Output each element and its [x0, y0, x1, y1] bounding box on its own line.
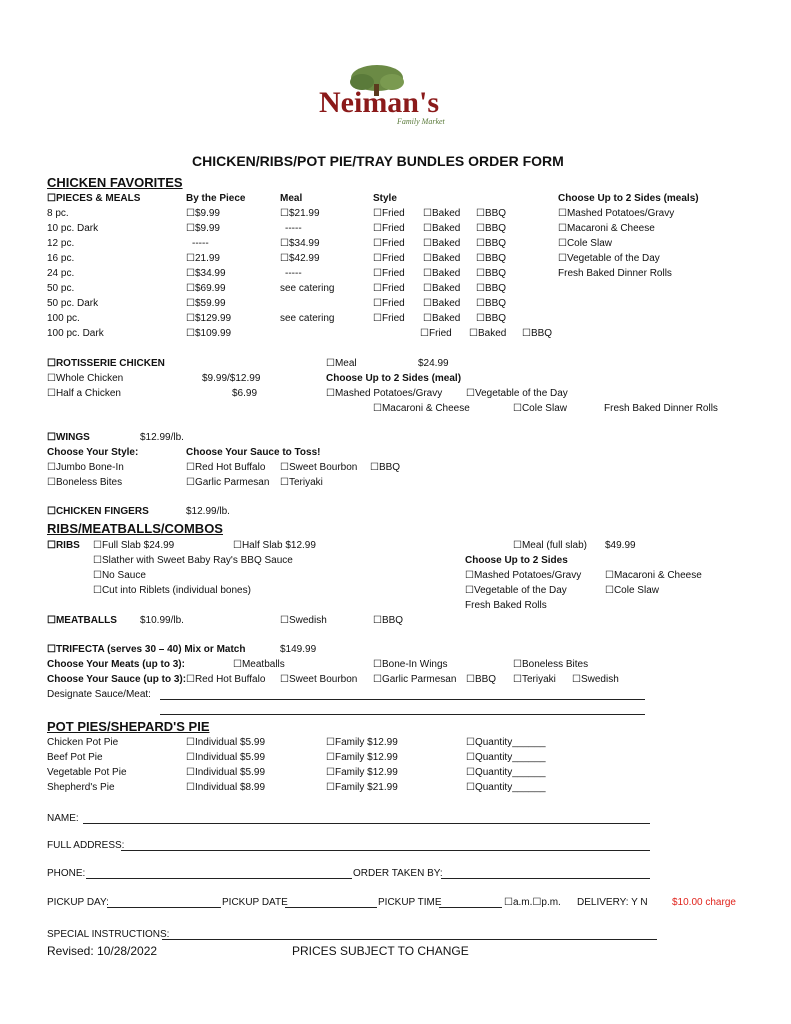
ribs-meal-price: $49.99 — [605, 540, 636, 551]
tri-swedish-checkbox[interactable]: ☐Swedish — [572, 674, 619, 685]
side-mashed-checkbox[interactable]: ☐Mashed Potatoes/Gravy — [558, 208, 675, 219]
quantity-checkbox[interactable]: ☐Quantity______ — [466, 752, 546, 763]
bbq-checkbox[interactable]: ☐BBQ — [476, 298, 507, 309]
full-slab-checkbox[interactable]: ☐Full Slab $24.99 — [93, 540, 175, 551]
bbq-checkbox[interactable]: ☐BBQ — [476, 238, 507, 249]
family-checkbox[interactable]: ☐Family $21.99 — [326, 782, 398, 793]
piece-checkbox[interactable]: ☐$59.99 — [186, 298, 226, 309]
tri-meatballs-checkbox[interactable]: ☐Meatballs — [233, 659, 285, 670]
tri-wings-checkbox[interactable]: ☐Bone-In Wings — [373, 659, 448, 670]
jumbo-checkbox[interactable]: ☐Jumbo Bone-In — [47, 462, 124, 473]
row-name: 12 pc. — [47, 238, 75, 249]
wings-sauce-label: Choose Your Sauce to Toss! — [186, 447, 321, 458]
tri-garlic-checkbox[interactable]: ☐Garlic Parmesan — [373, 674, 457, 685]
piece-checkbox[interactable]: ☐$9.99 — [186, 223, 220, 234]
side-veg-checkbox[interactable]: ☐Vegetable of the Day — [558, 253, 660, 264]
half-slab-checkbox[interactable]: ☐Half Slab $12.99 — [233, 540, 316, 551]
page-title: CHICKEN/RIBS/POT PIE/TRAY BUNDLES ORDER FORM — [192, 153, 564, 169]
meal-checkbox[interactable]: ☐$34.99 — [280, 238, 320, 249]
name-label: NAME: — [47, 813, 79, 824]
side-mac-checkbox[interactable]: ☐Macaroni & Cheese — [558, 223, 655, 234]
wings-bbq-checkbox[interactable]: ☐BBQ — [370, 462, 401, 473]
ribs-rolls-text: Fresh Baked Rolls — [465, 600, 547, 611]
piece-checkbox[interactable]: ☐$34.99 — [186, 268, 226, 279]
fried-checkbox[interactable]: ☐Fried — [373, 223, 405, 234]
section-heading-ribs: RIBS/MEATBALLS/COMBOS — [47, 521, 223, 536]
row-name: 10 pc. Dark — [47, 223, 99, 234]
logo-name: Neiman's — [319, 86, 439, 119]
ribs-slaw-checkbox[interactable]: ☐Cole Slaw — [605, 585, 659, 596]
tri-boneless-checkbox[interactable]: ☐Boneless Bites — [513, 659, 589, 670]
fried-checkbox[interactable]: ☐Fried — [373, 298, 405, 309]
pickup-date-label: PICKUP DATE — [222, 897, 288, 908]
fried-checkbox[interactable]: ☐Fried — [420, 328, 452, 339]
bbq-checkbox[interactable]: ☐BBQ — [476, 208, 507, 219]
special-instructions-field[interactable] — [162, 939, 657, 940]
delivery-options[interactable]: DELIVERY: Y N — [577, 897, 648, 908]
row-name: 100 pc. Dark — [47, 328, 104, 339]
pickup-time-field[interactable] — [439, 907, 502, 908]
row-name: 50 pc. — [47, 283, 75, 294]
family-checkbox[interactable]: ☐Family $12.99 — [326, 767, 398, 778]
teriyaki-checkbox[interactable]: ☐Teriyaki — [280, 477, 323, 488]
row-name: Vegetable Pot Pie — [47, 767, 127, 778]
designate-line-2[interactable] — [160, 714, 645, 715]
quantity-checkbox[interactable]: ☐Quantity______ — [466, 767, 546, 778]
fingers-price: $12.99/lb. — [186, 506, 230, 517]
name-field[interactable] — [83, 823, 650, 824]
row-name: 100 pc. — [47, 313, 80, 324]
half-chicken-price: $6.99 — [232, 388, 258, 399]
trifecta-checkbox[interactable]: ☐TRIFECTA (serves 30 – 40) Mix or Match — [47, 644, 246, 655]
row-name: 16 pc. — [47, 253, 75, 264]
bourbon-checkbox[interactable]: ☐Sweet Bourbon — [280, 462, 358, 473]
quantity-checkbox[interactable]: ☐Quantity______ — [466, 782, 546, 793]
ribs-sides-label: Choose Up to 2 Sides — [465, 555, 568, 566]
nosauce-checkbox[interactable]: ☐No Sauce — [93, 570, 146, 581]
pickup-date-field[interactable] — [285, 907, 377, 908]
wings-price: $12.99/lb. — [140, 432, 184, 443]
fried-checkbox[interactable]: ☐Fried — [373, 283, 405, 294]
wings-checkbox[interactable]: ☐WINGS — [47, 432, 90, 443]
col-header-meal: Meal — [280, 193, 303, 204]
order-taken-label: ORDER TAKEN BY: — [353, 868, 443, 879]
bbq-checkbox[interactable]: ☐BBQ — [476, 283, 507, 294]
row-name: 8 pc. — [47, 208, 69, 219]
quantity-checkbox[interactable]: ☐Quantity______ — [466, 737, 546, 748]
trifecta-sauce-label: Choose Your Sauce (up to 3): — [47, 674, 187, 685]
designate-label: Designate Sauce/Meat: — [47, 689, 151, 700]
prices-note: PRICES SUBJECT TO CHANGE — [292, 944, 469, 958]
baked-checkbox[interactable]: ☐Baked — [423, 313, 461, 324]
rot-rolls-text: Fresh Baked Dinner Rolls — [604, 403, 718, 414]
designate-line-1[interactable] — [160, 699, 645, 700]
individual-checkbox[interactable]: ☐Individual $8.99 — [186, 782, 266, 793]
pickup-time-label: PICKUP TIME — [378, 897, 442, 908]
ribs-checkbox[interactable]: ☐RIBS — [47, 540, 80, 551]
individual-checkbox[interactable]: ☐Individual $5.99 — [186, 767, 266, 778]
fried-checkbox[interactable]: ☐Fried — [373, 238, 405, 249]
rotisserie-meal-price: $24.99 — [418, 358, 449, 369]
bbq-checkbox[interactable]: ☐BBQ — [476, 253, 507, 264]
tri-bourbon-checkbox[interactable]: ☐Sweet Bourbon — [280, 674, 358, 685]
individual-checkbox[interactable]: ☐Individual $5.99 — [186, 752, 266, 763]
piece-checkbox[interactable]: ☐$129.99 — [186, 313, 232, 324]
piece-dash: ----- — [192, 238, 209, 249]
ribs-veg-checkbox[interactable]: ☐Vegetable of the Day — [465, 585, 567, 596]
section-heading-potpies: POT PIES/SHEPARD'S PIE — [47, 719, 210, 734]
bbq-checkbox[interactable]: ☐BBQ — [522, 328, 553, 339]
meatballs-price: $10.99/lb. — [140, 615, 184, 626]
address-field[interactable] — [121, 850, 650, 851]
rot-mac-checkbox[interactable]: ☐Macaroni & Cheese — [373, 403, 470, 414]
fingers-checkbox[interactable]: ☐CHICKEN FINGERS — [47, 506, 149, 517]
col-header-piece: By the Piece — [186, 193, 246, 204]
logo — [317, 62, 477, 132]
fried-checkbox[interactable]: ☐Fried — [373, 208, 405, 219]
bbq-checkbox[interactable]: ☐BBQ — [476, 313, 507, 324]
meatballs-checkbox[interactable]: ☐MEATBALLS — [47, 615, 117, 626]
baked-checkbox[interactable]: ☐Baked — [423, 268, 461, 279]
meal-dash: ----- — [285, 268, 302, 279]
piece-checkbox[interactable]: ☐$69.99 — [186, 283, 226, 294]
revised-date: Revised: 10/28/2022 — [47, 944, 158, 958]
fried-checkbox[interactable]: ☐Fried — [373, 268, 405, 279]
meatballs-swedish-checkbox[interactable]: ☐Swedish — [280, 615, 327, 626]
piece-checkbox[interactable]: ☐21.99 — [186, 253, 220, 264]
ribs-mac-checkbox[interactable]: ☐Macaroni & Cheese — [605, 570, 702, 581]
individual-checkbox[interactable]: ☐Individual $5.99 — [186, 737, 266, 748]
baked-checkbox[interactable]: ☐Baked — [423, 253, 461, 264]
family-checkbox[interactable]: ☐Family $12.99 — [326, 752, 398, 763]
buffalo-checkbox[interactable]: ☐Red Hot Buffalo — [186, 462, 266, 473]
logo-tagline: Family Market — [397, 117, 445, 126]
phone-field[interactable] — [86, 878, 352, 879]
fried-checkbox[interactable]: ☐Fried — [373, 253, 405, 264]
meal-checkbox[interactable]: ☐$21.99 — [280, 208, 320, 219]
col-header-style: Style — [373, 193, 397, 204]
ribs-mashed-checkbox[interactable]: ☐Mashed Potatoes/Gravy — [465, 570, 582, 581]
bbq-checkbox[interactable]: ☐BBQ — [476, 268, 507, 279]
rot-mashed-checkbox[interactable]: ☐Mashed Potatoes/Gravy — [326, 388, 443, 399]
rotisserie-meal-checkbox[interactable]: ☐Meal — [326, 358, 357, 369]
baked-checkbox[interactable]: ☐Baked — [423, 208, 461, 219]
meal-note: see catering — [280, 283, 335, 294]
trifecta-meats-label: Choose Your Meats (up to 3): — [47, 659, 185, 670]
baked-checkbox[interactable]: ☐Baked — [423, 283, 461, 294]
section-heading-chicken: CHICKEN FAVORITES — [47, 175, 183, 190]
boneless-checkbox[interactable]: ☐Boneless Bites — [47, 477, 123, 488]
row-name: Chicken Pot Pie — [47, 737, 119, 748]
bbq-checkbox[interactable]: ☐BBQ — [476, 223, 507, 234]
tree-logo-icon — [317, 62, 477, 132]
wings-style-label: Choose Your Style: — [47, 447, 139, 458]
rot-veg-checkbox[interactable]: ☐Vegetable of the Day — [466, 388, 568, 399]
ribs-meal-checkbox[interactable]: ☐Meal (full slab) — [513, 540, 587, 551]
rotisserie-sides-label: Choose Up to 2 Sides (meal) — [326, 373, 462, 384]
tri-teriyaki-checkbox[interactable]: ☐Teriyaki — [513, 674, 556, 685]
rot-slaw-checkbox[interactable]: ☐Cole Slaw — [513, 403, 567, 414]
meatballs-bbq-checkbox[interactable]: ☐BBQ — [373, 615, 404, 626]
row-name: Beef Pot Pie — [47, 752, 103, 763]
side-rolls-text: Fresh Baked Dinner Rolls — [558, 268, 672, 279]
row-name: Shepherd's Pie — [47, 782, 115, 793]
whole-chicken-price: $9.99/$12.99 — [202, 373, 261, 384]
meal-note: see catering — [280, 313, 335, 324]
riblets-checkbox[interactable]: ☐Cut into Riblets (individual bones) — [93, 585, 251, 596]
special-instructions-label: SPECIAL INSTRUCTIONS: — [47, 929, 170, 940]
pickup-day-field[interactable] — [107, 907, 221, 908]
piece-checkbox[interactable]: ☐$9.99 — [186, 208, 220, 219]
row-name: 24 pc. — [47, 268, 75, 279]
phone-label: PHONE: — [47, 868, 86, 879]
meal-checkbox[interactable]: ☐$42.99 — [280, 253, 320, 264]
pickup-day-label: PICKUP DAY: — [47, 897, 109, 908]
baked-checkbox[interactable]: ☐Baked — [423, 223, 461, 234]
col-header-sides: Choose Up to 2 Sides (meals) — [558, 193, 699, 204]
baked-checkbox[interactable]: ☐Baked — [423, 298, 461, 309]
meal-dash: ----- — [285, 223, 302, 234]
row-name: 50 pc. Dark — [47, 298, 99, 309]
order-taken-field[interactable] — [441, 878, 650, 879]
whole-chicken-checkbox[interactable]: ☐Whole Chicken — [47, 373, 124, 384]
tri-bbq-checkbox[interactable]: ☐BBQ — [466, 674, 497, 685]
trifecta-price: $149.99 — [280, 644, 317, 655]
address-label: FULL ADDRESS: — [47, 840, 125, 851]
slather-checkbox[interactable]: ☐Slather with Sweet Baby Ray's BBQ Sauce — [93, 555, 293, 566]
baked-checkbox[interactable]: ☐Baked — [423, 238, 461, 249]
tri-buffalo-checkbox[interactable]: ☐Red Hot Buffalo — [186, 674, 266, 685]
half-chicken-checkbox[interactable]: ☐Half a Chicken — [47, 388, 121, 399]
baked-checkbox[interactable]: ☐Baked — [469, 328, 507, 339]
garlic-checkbox[interactable]: ☐Garlic Parmesan — [186, 477, 270, 488]
delivery-charge: $10.00 charge — [672, 897, 736, 908]
fried-checkbox[interactable]: ☐Fried — [373, 313, 405, 324]
pieces-meals-checkbox[interactable]: ☐PIECES & MEALS — [47, 193, 141, 204]
rotisserie-checkbox[interactable]: ☐ROTISSERIE CHICKEN — [47, 358, 165, 369]
side-slaw-checkbox[interactable]: ☐Cole Slaw — [558, 238, 612, 249]
ampm-checkboxes[interactable]: ☐a.m.☐p.m. — [504, 897, 561, 908]
piece-checkbox[interactable]: ☐$109.99 — [186, 328, 232, 339]
family-checkbox[interactable]: ☐Family $12.99 — [326, 737, 398, 748]
